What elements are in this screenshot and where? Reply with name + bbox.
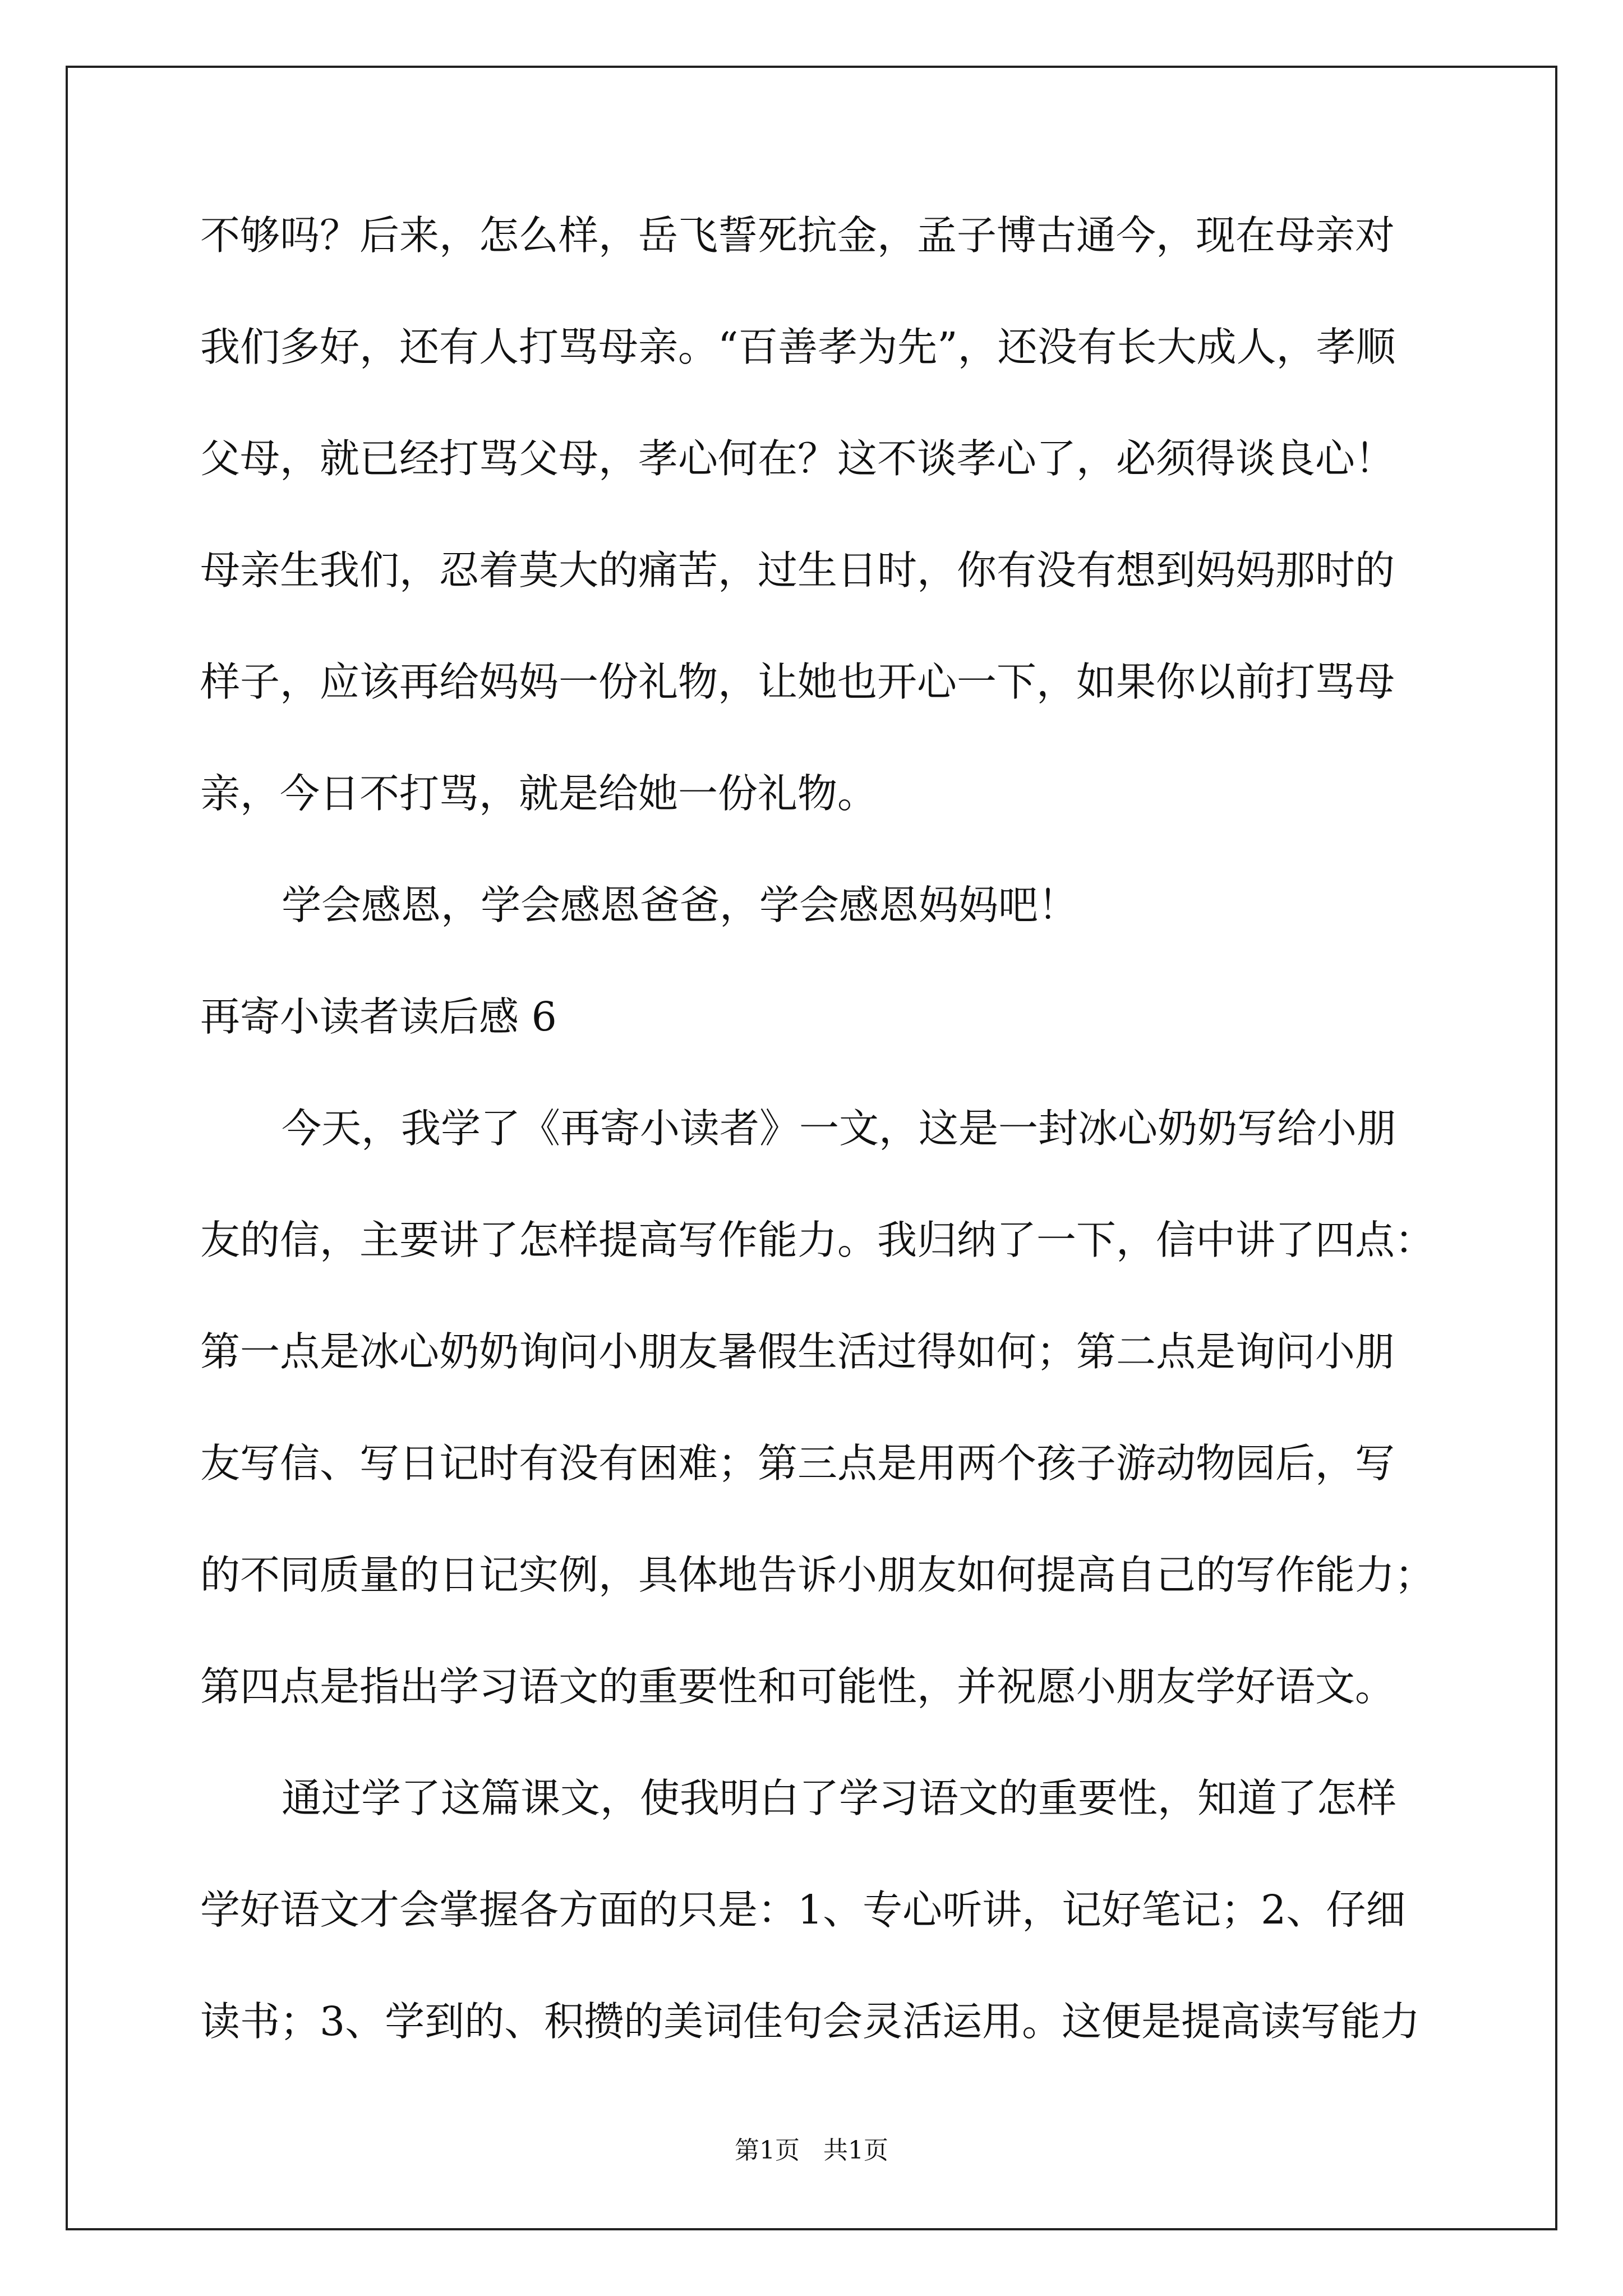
text-line: 的不同质量的日记实例，具体地告诉小朋友如何提高自己的写作能力； [200, 1552, 1435, 1598]
text-line: 通过学了这篇课文，使我明白了学习语文的重要性，知道了怎样 [282, 1775, 1397, 1821]
text-line: 第一点是冰心奶奶询问小朋友暑假生活过得如何；第二点是询问小朋 [200, 1328, 1395, 1375]
text-line: 友写信、写日记时有没有困难；第三点是用两个孩子游动物园后，写 [200, 1440, 1395, 1487]
text-line: 样子，应该再给妈妈一份礼物，让她也开心一下，如果你以前打骂母 [200, 659, 1395, 705]
document-body [200, 212, 1469, 2113]
text-line: 学好语文才会掌握各方面的只是：1、专心听讲，记好笔记；2、仔细 [200, 1887, 1406, 1933]
text-line: 读书；3、学到的、积攒的美词佳句会灵活运用。这便是提高读写能力 [200, 1998, 1421, 2045]
text-line: 母亲生我们，忍着莫大的痛苦，过生日时，你有没有想到妈妈那时的 [200, 547, 1395, 593]
text-line: 父母，就已经打骂父母，孝心何在？这不谈孝心了，必须得谈良心！ [200, 435, 1395, 482]
text-line: 亲，今日不打骂，就是给她一份礼物。 [200, 770, 878, 817]
text-line: 友的信，主要讲了怎样提高写作能力。我归纳了一下，信中讲了四点： [200, 1217, 1435, 1263]
text-line: 第四点是指出学习语文的重要性和可能性，并祝愿小朋友学好语文。 [200, 1663, 1395, 1710]
page-footer: 第1页 共1页 [735, 2136, 888, 2165]
section-heading: 再寄小读者读后感 6 [200, 993, 557, 1040]
text-line: 我们多好，还有人打骂母亲。“百善孝为先”，还没有长大成人，孝顺 [200, 324, 1396, 370]
text-line: 不够吗？后来，怎么样，岳飞誓死抗金，孟子博古通今，现在母亲对 [200, 212, 1395, 259]
text-line: 学会感恩，学会感恩爸爸，学会感恩妈妈吧！ [282, 882, 1078, 928]
text-line: 今天，我学了《再寄小读者》一文，这是一封冰心奶奶写给小朋 [282, 1105, 1397, 1152]
